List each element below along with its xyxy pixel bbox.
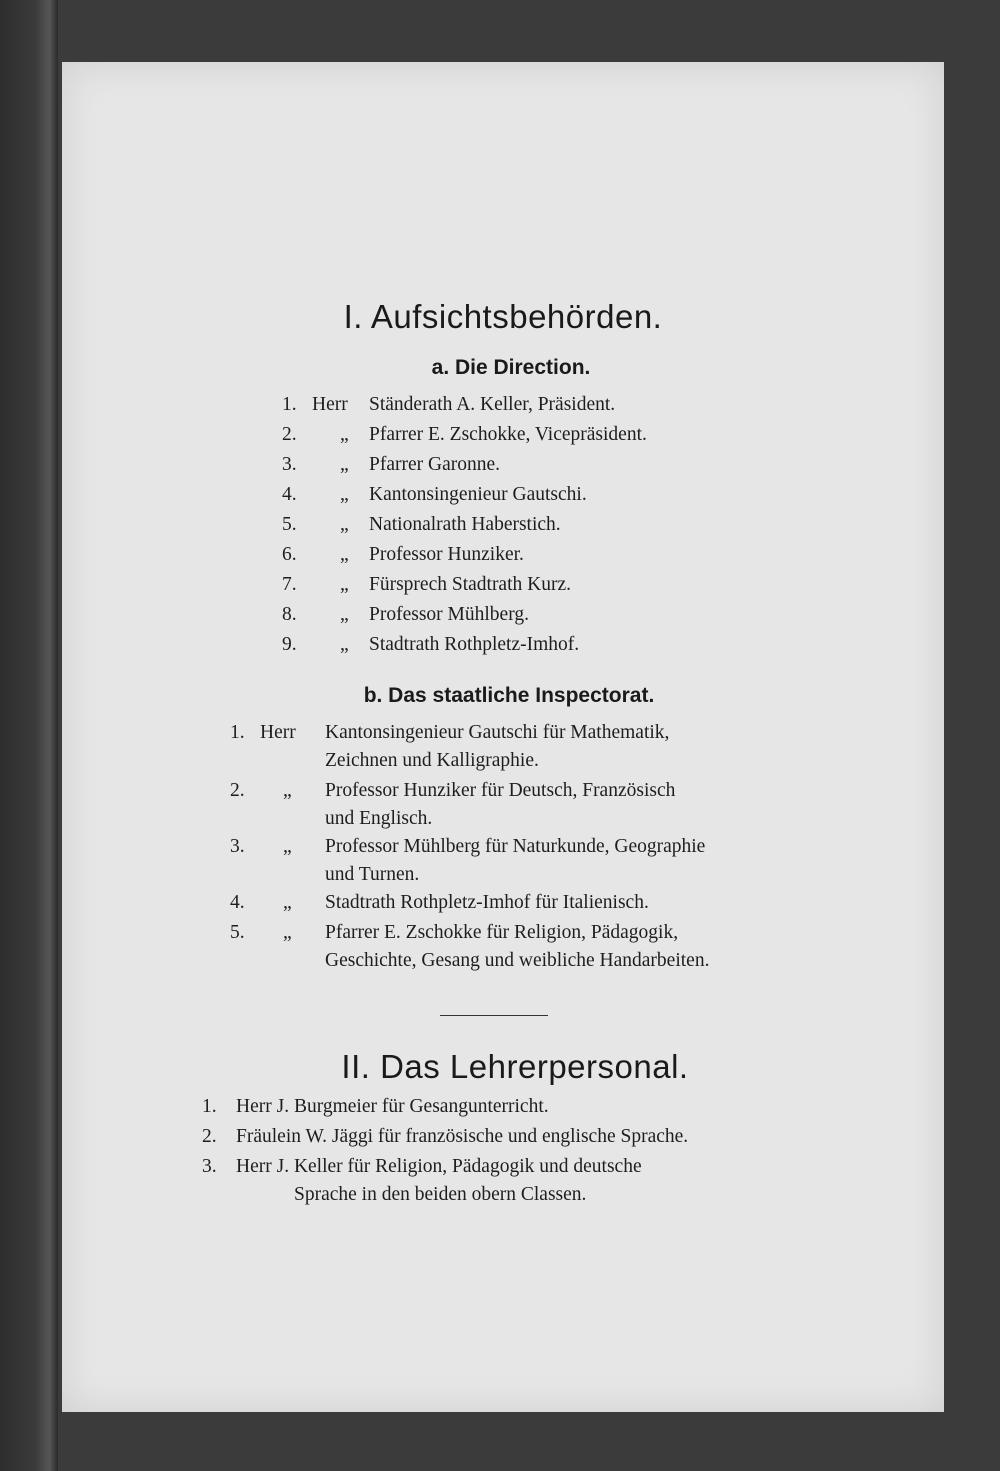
member-name: Professor Hunziker. (369, 544, 524, 565)
member-name: Ständerath A. Keller, Präsident. (369, 394, 616, 415)
entry-text: Fräulein W. Jäggi für französische und englische Sprache. (236, 1126, 689, 1147)
entry-title: „ (283, 836, 292, 857)
entry-text: Professor Hunziker für Deutsch, Französisch (325, 780, 676, 801)
scan-left-edge (0, 0, 58, 1471)
member-number: 4. (282, 484, 297, 505)
member-number: 8. (282, 604, 297, 625)
member-title: „ (340, 634, 349, 655)
direction-member (282, 391, 616, 419)
section-title-lehrerpersonal: II. Das Lehrerpersonal. (341, 1048, 689, 1085)
inspector-entry (230, 777, 676, 805)
member-title: „ (340, 454, 349, 475)
inspector-entry (230, 719, 810, 747)
member-name: Kantonsingenieur Gautschi. (369, 484, 587, 505)
direction-member (282, 451, 501, 479)
member-name: Stadtrath Rothpletz-Imhof. (369, 634, 580, 655)
entry-number: 1. (202, 1096, 217, 1117)
entry-number: 2. (202, 1126, 217, 1147)
teacher-entry (202, 1093, 549, 1121)
direction-member (282, 481, 587, 509)
entry-continuation: Zeichnen und Kalligraphie. (325, 750, 539, 771)
section-title-aufsichtsbehoerden: I. Aufsichtsbehörden. (343, 298, 663, 335)
member-title: „ (340, 424, 349, 445)
section-divider (440, 1015, 548, 1016)
document-page (62, 62, 944, 1412)
entry-text: Pfarrer E. Zschokke für Religion, Pädagogik, (325, 922, 679, 943)
entry-text: Kantonsingenieur Gautschi für Mathematik, (325, 722, 670, 743)
entry-number: 5. (230, 922, 245, 943)
member-name: Pfarrer E. Zschokke, Vicepräsident. (369, 424, 647, 445)
entry-text: Herr J. Burgmeier für Gesangunterricht. (236, 1096, 549, 1117)
entry-continuation: Sprache in den beiden obern Classen. (294, 1184, 587, 1205)
entry-title: „ (283, 922, 292, 943)
entry-number: 4. (230, 892, 245, 913)
direction-member (282, 631, 580, 659)
inspector-entry (230, 919, 679, 947)
member-name: Professor Mühlberg. (369, 604, 529, 625)
member-title: „ (340, 544, 349, 565)
subsection-title-inspectorat: b. Das staatliche Inspectorat. (363, 684, 655, 707)
inspector-entry (230, 889, 649, 917)
entry-continuation: Geschichte, Gesang und weibliche Handarbeiten. (325, 950, 710, 971)
member-name: Fürsprech Stadtrath Kurz. (369, 574, 571, 595)
subsection-title-direction: a. Die Direction. (431, 356, 591, 379)
entry-number: 3. (202, 1156, 217, 1177)
entry-number: 3. (230, 836, 245, 857)
direction-member (282, 601, 529, 629)
member-number: 9. (282, 634, 297, 655)
teacher-entry (202, 1123, 689, 1151)
member-number: 6. (282, 544, 297, 565)
member-title: „ (340, 514, 349, 535)
member-number: 1. (282, 394, 297, 415)
member-number: 5. (282, 514, 297, 535)
teacher-entry (202, 1153, 642, 1181)
member-number: 7. (282, 574, 297, 595)
entry-title: „ (283, 780, 292, 801)
direction-member (282, 421, 647, 449)
member-title: „ (340, 484, 349, 505)
entry-continuation: und Englisch. (325, 808, 433, 829)
member-name: Pfarrer Garonne. (369, 454, 501, 475)
direction-member (282, 571, 571, 599)
entry-text: Herr J. Keller für Religion, Pädagogik und deutsche (236, 1156, 642, 1177)
member-number: 2. (282, 424, 297, 445)
entry-number: 1. (230, 722, 245, 743)
direction-member (282, 511, 561, 539)
entry-continuation: und Turnen. (325, 864, 420, 885)
entry-text: Professor Mühlberg für Naturkunde, Geographie (325, 836, 706, 857)
member-name: Nationalrath Haberstich. (369, 514, 561, 535)
inspector-entry (230, 833, 706, 861)
entry-title: Herr (260, 722, 296, 743)
member-number: 3. (282, 454, 297, 475)
direction-member (282, 541, 524, 569)
entry-title: „ (283, 892, 292, 913)
entry-number: 2. (230, 780, 245, 801)
member-title: „ (340, 574, 349, 595)
member-title: „ (340, 604, 349, 625)
entry-text: Stadtrath Rothpletz-Imhof für Italienisch. (325, 892, 649, 913)
member-title: Herr (312, 394, 348, 415)
